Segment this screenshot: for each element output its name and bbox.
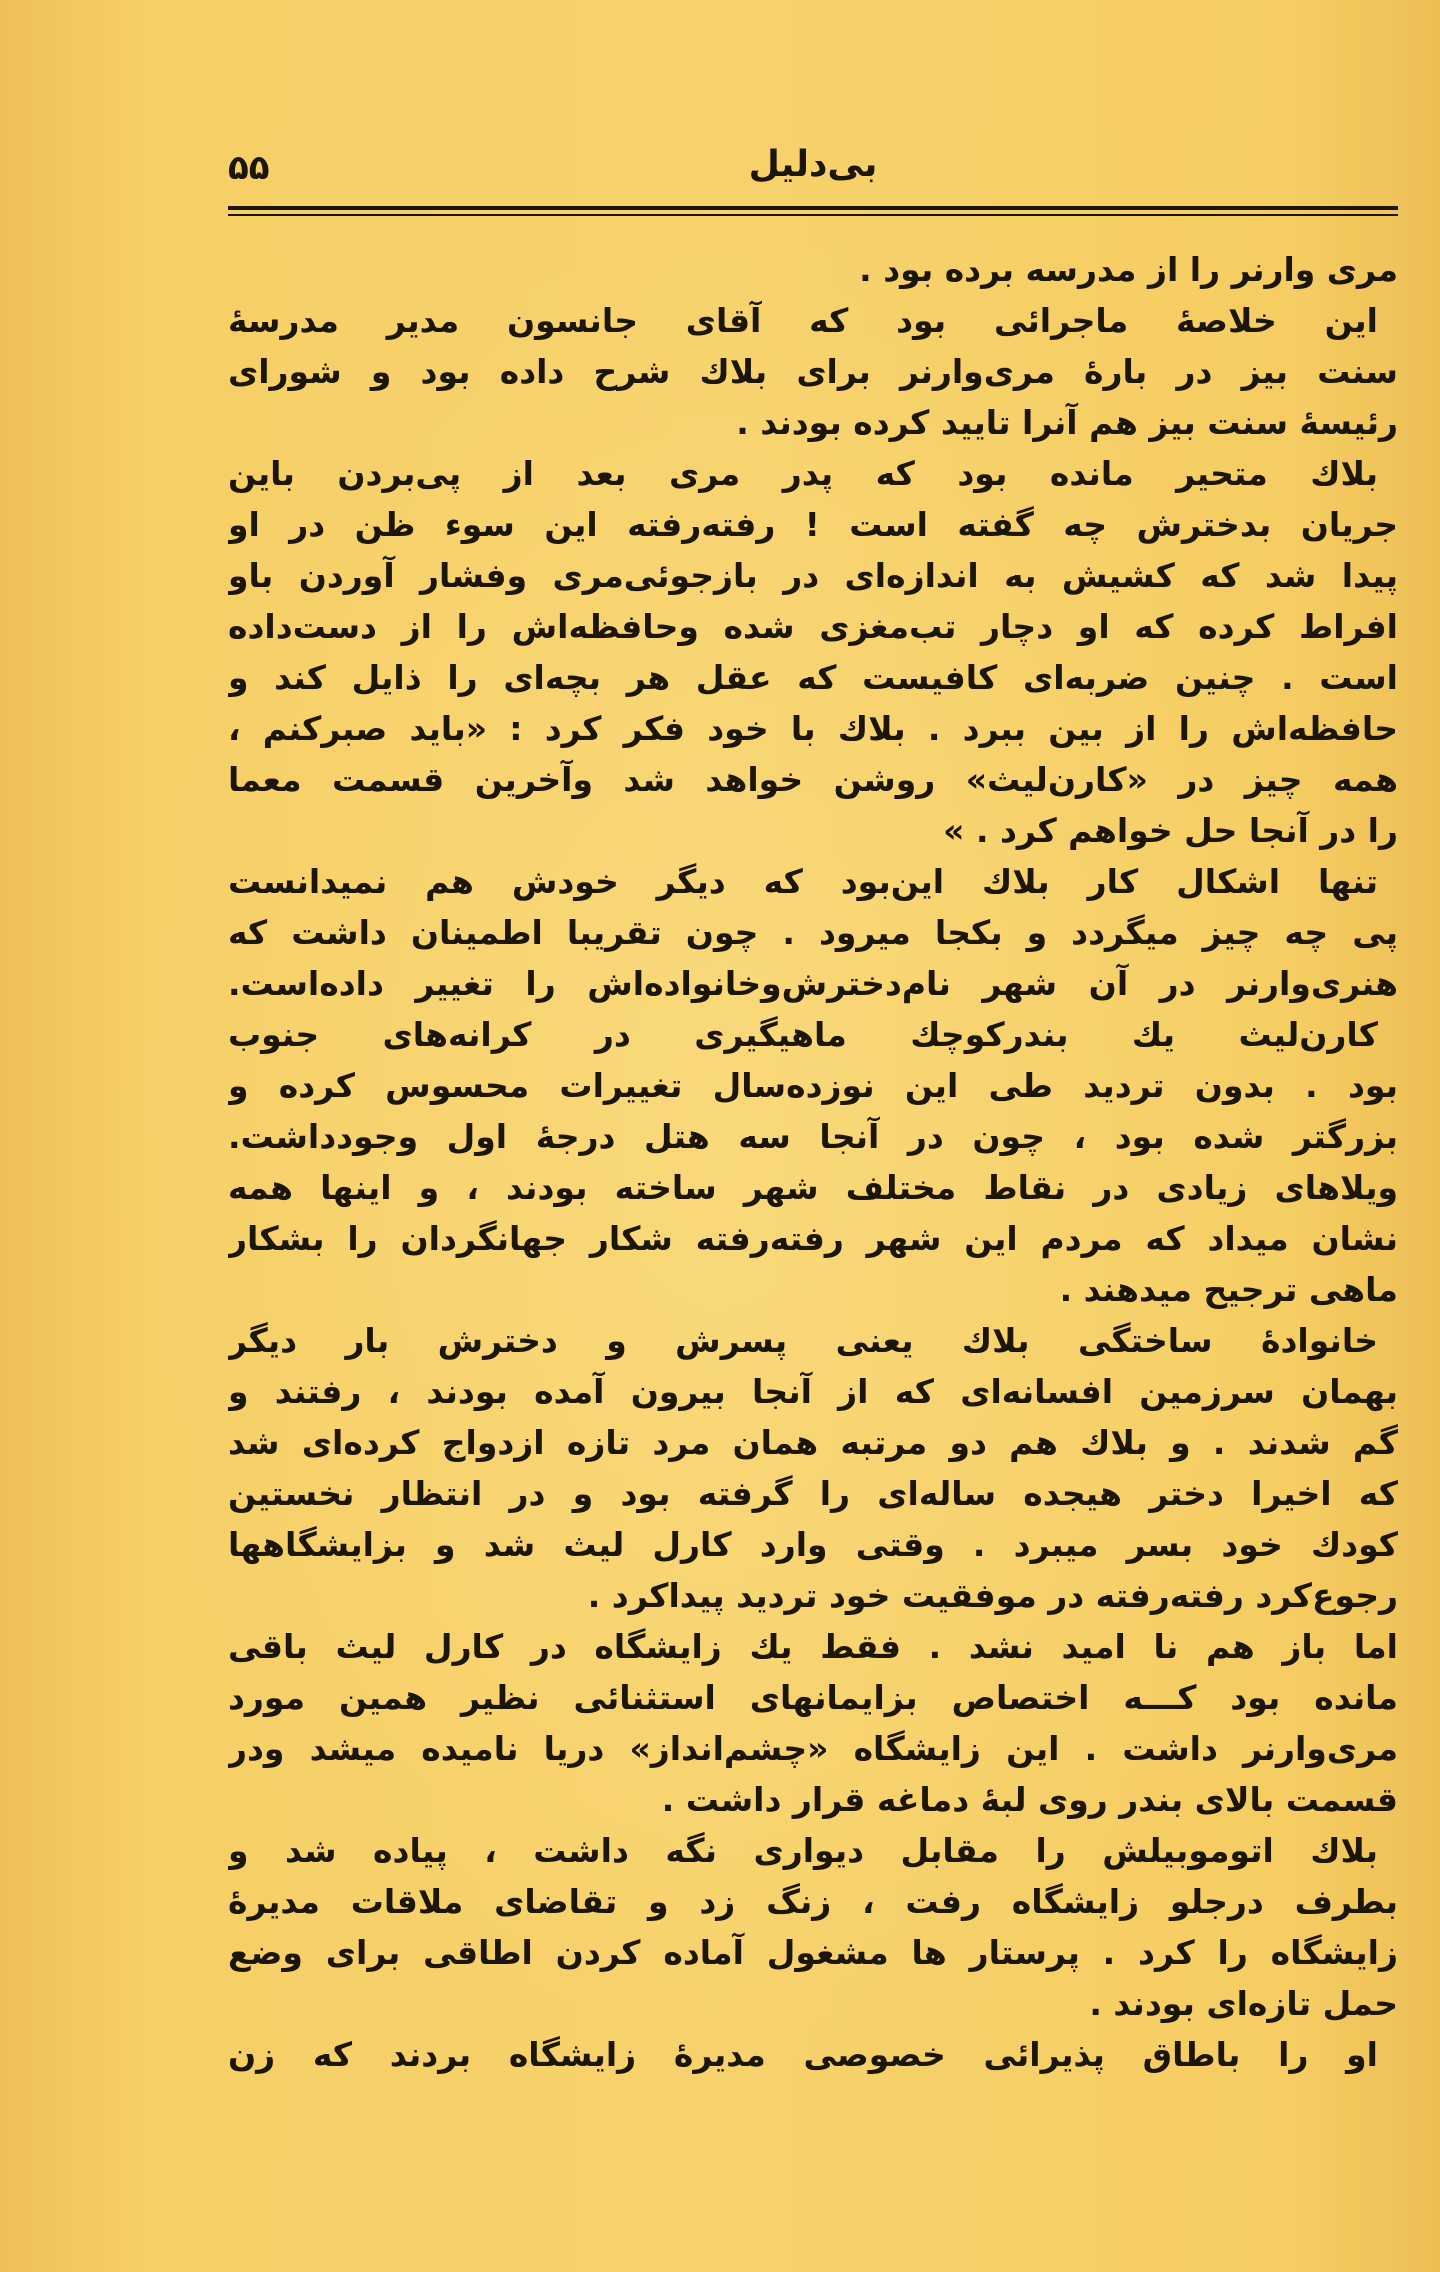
text-line: خانوادهٔ ساختگی بلاك یعنی پسرش و دخترش بار دیگر [228, 1321, 1378, 1360]
text-line: است . چنین ضربه‌ای کافیست که عقل هر بچه‌ای را ذایل کند و [228, 658, 1398, 697]
page-number: ۵۵ [228, 148, 270, 188]
text-line: حمل تازه‌ای بودند . [1089, 1984, 1398, 2023]
text-line: بزرگتر شده بود ، چون در آنجا سه هتل درجهٔ اول وجودداشت. [228, 1117, 1398, 1156]
text-line: قسمت بالای بندر روی لبهٔ دماغه قرار داشت . [661, 1780, 1398, 1819]
header-rule-thin [228, 214, 1398, 216]
text-line: بطرف درجلو زایشگاه رفت ، زنگ زد و تقاضای ملاقات مدیرهٔ [228, 1882, 1398, 1921]
text-line: پی چه چیز میگردد و بکجا میرود . چون تقریبا اطمینان داشت که [228, 913, 1398, 952]
page-header [228, 140, 1398, 200]
text-line: رئیسهٔ سنت بیز هم آنرا تایید کرده بودند . [736, 403, 1398, 442]
text-line: پیدا شد که کشیش به اندازه‌ای در بازجوئی‌مری وفشار آوردن باو [228, 556, 1398, 595]
text-line: نشان میداد که مردم این شهر رفته‌رفته شکار جهانگردان را بشکار [228, 1219, 1398, 1258]
text-line: تنها اشکال کار بلاك این‌بود که دیگر خودش هم نمیدانست [228, 862, 1378, 901]
header-rule-thick [228, 206, 1398, 210]
text-line: مری‌وارنر داشت . این زایشگاه «چشم‌انداز» دریا نامیده میشد ودر [228, 1729, 1398, 1768]
text-line: همه چیز در «کارن‌لیث» روشن خواهد شد وآخرین قسمت معما [228, 760, 1398, 799]
running-title: بی‌دلیل [748, 144, 878, 185]
text-line: هنری‌وارنر در آن شهر نام‌دخترش‌وخانواده‌اش را تغییر داده‌است. [228, 964, 1398, 1003]
text-line: بود . بدون تردید طی این نوزده‌سال تغییرات محسوس کرده و [228, 1066, 1398, 1105]
text-line: زایشگاه را کرد . پرستار ها مشغول آماده کردن اطاقی برای وضع [228, 1933, 1398, 1972]
text-line: ماهی ترجیح میدهند . [1059, 1270, 1398, 1309]
text-line: کودك خود بسر میبرد . وقتی وارد کارل لیث شد و بزایشگاهها [228, 1525, 1398, 1564]
text-line: رجوع‌کرد رفته‌رفته در موفقیت خود تردید پیداکرد . [587, 1576, 1398, 1615]
text-line: افراط کرده که او دچار تب‌مغزی شده وحافظه‌اش را از دست‌داده [228, 607, 1398, 646]
text-line: که اخیرا دختر هیجده ساله‌ای را گرفته بود و در انتظار نخستین [228, 1474, 1398, 1513]
text-line: سنت بیز در بارهٔ مری‌وارنر برای بلاك شرح داده بود و شورای [228, 352, 1398, 391]
text-line: اما باز هم نا امید نشد . فقط یك زایشگاه در کارل لیث باقی [228, 1627, 1398, 1666]
text-line: را در آنجا حل خواهم کرد . » [943, 811, 1398, 850]
text-line: گم شدند . و بلاك هم دو مرتبه همان مرد تازه ازدواج کرده‌ای شد [228, 1423, 1398, 1462]
text-line: این خلاصهٔ ماجرائی بود که آقای جانسون مدیر مدرسهٔ [228, 301, 1378, 340]
text-line: مانده بود کـــه اختصاص بزایمانهای استثنائی نظیر همین مورد [228, 1678, 1398, 1717]
text-line: بلاك متحیر مانده بود که پدر مری بعد از پی‌بردن باین [228, 454, 1378, 493]
text-line: او را باطاق پذیرائی خصوصی مدیرهٔ زایشگاه بردند که زن [228, 2035, 1378, 2074]
text-line: حافظه‌اش را از بین ببرد . بلاك با خود فکر کرد : «باید صبرکنم ، [228, 709, 1398, 748]
text-line: جریان بدخترش چه گفته است ! رفته‌رفته این سوء ظن در او [228, 505, 1398, 544]
text-line: بهمان سرزمین افسانه‌ای که از آنجا بیرون آمده بودند ، رفتند و [228, 1372, 1398, 1411]
text-line: ویلاهای زیادی در نقاط مختلف شهر ساخته بودند ، و اینها همه [228, 1168, 1398, 1207]
text-line: مری وارنر را از مدرسه برده بود . [859, 250, 1398, 289]
text-line: بلاك اتوموبیلش را مقابل دیواری نگه داشت ، پیاده شد و [228, 1831, 1378, 1870]
text-line: کارن‌لیث یك بندرکوچك ماهیگیری در کرانه‌های جنوب [228, 1015, 1378, 1054]
body-text [228, 244, 1398, 2080]
